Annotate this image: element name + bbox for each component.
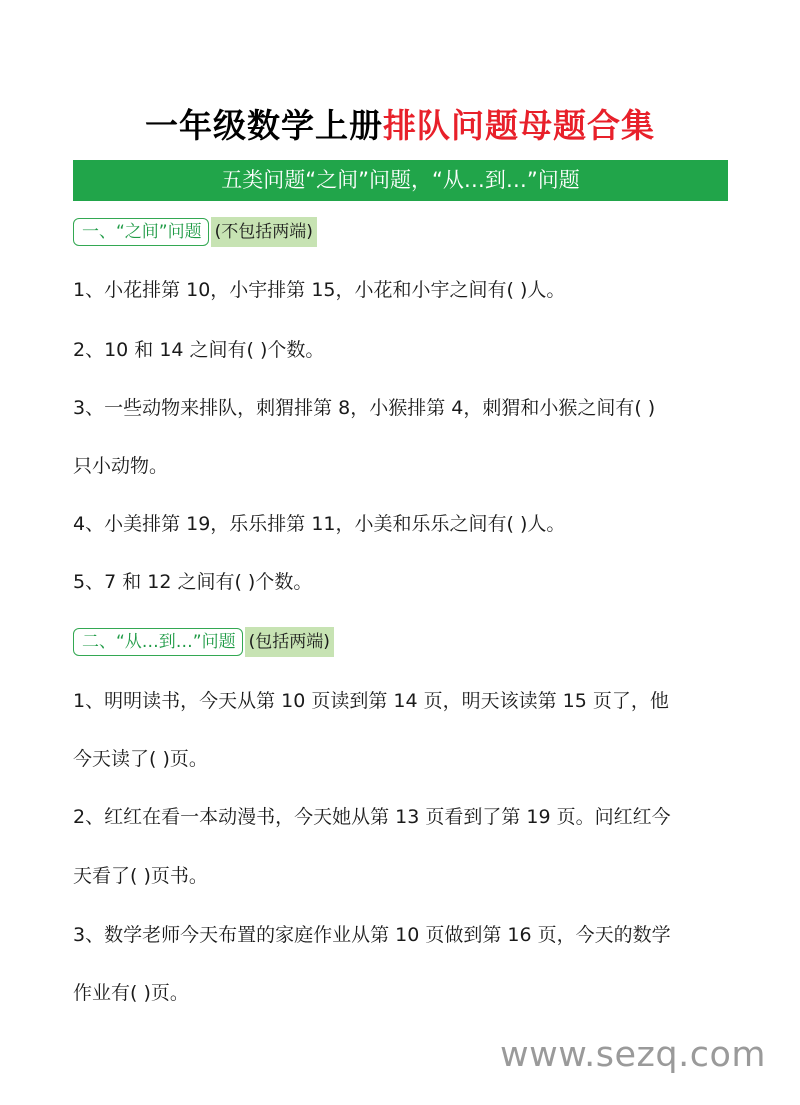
- watermark: www.sezq.com: [500, 1035, 767, 1075]
- question-line-continued: 只小动物。: [73, 455, 169, 477]
- question-line: 1、小花排第 10，小宇排第 15，小花和小宇之间有( )人。: [73, 279, 566, 301]
- question-line: 2、红红在看一本动漫书，今天她从第 13 页看到了第 19 页。问红红今: [73, 806, 671, 828]
- question-line-continued: 今天读了( )页。: [73, 748, 208, 770]
- section-note: (包括两端): [245, 627, 334, 657]
- question-line: 5、7 和 12 之间有( )个数。: [73, 571, 313, 593]
- section-label: 一、“之间”问题: [73, 218, 209, 246]
- title-black-part: 一年级数学上册: [145, 106, 383, 145]
- question-line: 1、明明读书，今天从第 10 页读到第 14 页，明天该读第 15 页了，他: [73, 690, 669, 712]
- question-line-continued: 天看了( )页书。: [73, 865, 208, 887]
- section-label: 二、“从…到…”问题: [73, 628, 243, 656]
- title-red-part: 排队问题母题合集: [383, 106, 655, 145]
- question-line: 2、10 和 14 之间有( )个数。: [73, 339, 325, 361]
- question-line: 3、一些动物来排队，刺猬排第 8，小猴排第 4，刺猬和小猴之间有( ): [73, 397, 656, 419]
- topic-banner: 五类问题“之间”问题，“从…到…”问题: [73, 160, 728, 201]
- section-note: (不包括两端): [211, 217, 317, 247]
- question-line: 4、小美排第 19，乐乐排第 11，小美和乐乐之间有( )人。: [73, 513, 566, 535]
- question-line-continued: 作业有( )页。: [73, 982, 189, 1004]
- page-title: [0, 104, 800, 148]
- question-line: 3、数学老师今天布置的家庭作业从第 10 页做到第 16 页，今天的数学: [73, 924, 671, 946]
- section-heading-from-to: [73, 627, 334, 657]
- section-heading-between: [73, 217, 317, 247]
